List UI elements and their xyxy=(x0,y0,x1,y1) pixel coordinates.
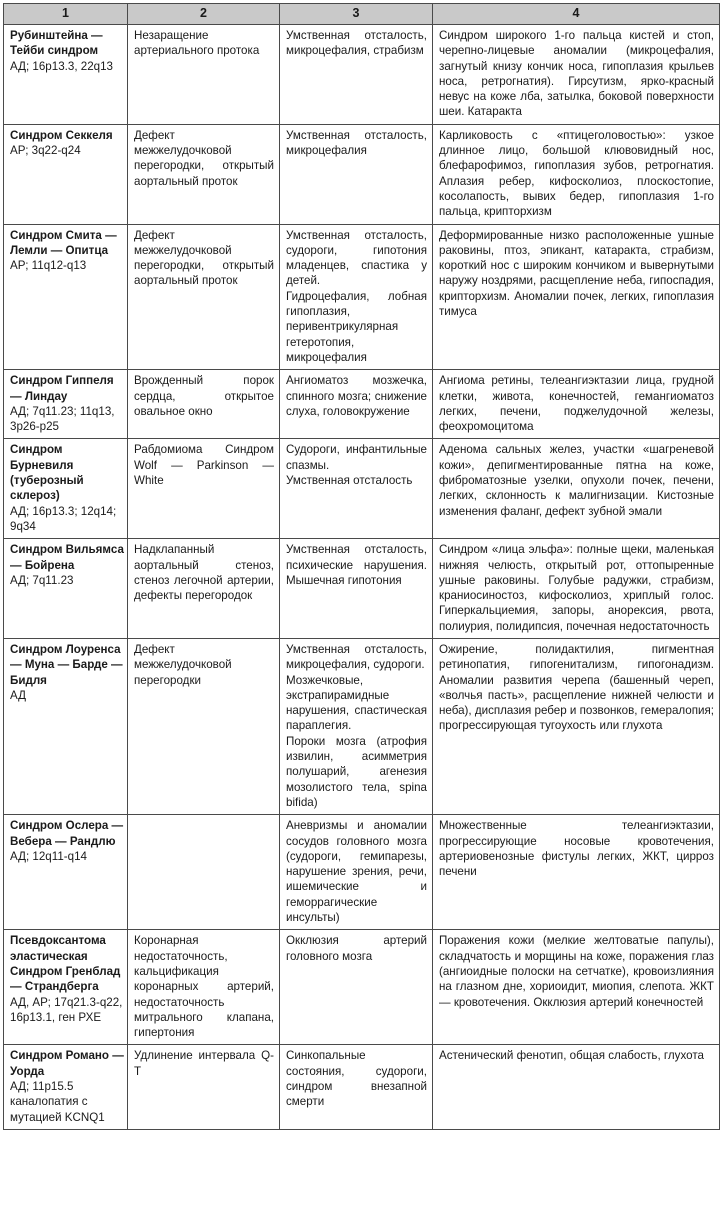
neuro-text: Умственная отсталость, микроцефалия xyxy=(286,128,427,158)
cardiac-text: Коронарная недостаточность, кальцификация коронарных артерий, недостаточность митрального клапана, гипертония xyxy=(134,934,274,1040)
inheritance-locus: АР; 11q12-q13 xyxy=(10,259,87,273)
features-cell: Синдром «лица эльфа»: полные щеки, маленькая нижняя челюсть, открытый рот, оттопыренные ушные раковины. Голубые радужки, страбизм, краниосиностоз, кифосколиоз, хриплый голос. Гиперкальциемия, запоры, анорексия, рвота, полиурия, полидипсия, почечная недостаточность xyxy=(433,539,720,639)
syndrome-name: Синдром Смита — Лемли — Опитца xyxy=(10,228,117,257)
features-cell: Аденома сальных желез, участки «шагреневой кожи», депигментированные пятна на коже, фиброматозные узелки, опухоли почек, печени, легких, склонность к малигнизации. Кистозные изменения фаланг, дефект зубной эмали xyxy=(433,439,720,539)
syndromes-table xyxy=(3,3,720,1130)
table-row xyxy=(4,25,720,125)
table-row xyxy=(4,1045,720,1129)
cardiac-cell xyxy=(128,224,280,370)
syndrome-cell xyxy=(4,930,128,1045)
cardiac-text: Удлинение интервала Q-T xyxy=(134,1049,274,1078)
inheritance-locus: АД, АР; 17q21.3-q22, 16р13.1, ген РХЕ xyxy=(10,995,123,1024)
inheritance-locus: АД xyxy=(10,688,26,702)
cardiac-text: Незаращение артериального протока xyxy=(134,29,260,58)
inheritance-locus: АД; 11р15.5 каналопатия с мутацией KCNQ1 xyxy=(10,1080,105,1124)
column-header-4: 4 xyxy=(433,4,720,25)
table-row xyxy=(4,638,720,814)
neuro-text: Умственная отсталость xyxy=(286,474,413,488)
features-cell: Синдром широкого 1-го пальца кистей и стоп, черепно-лицевые аномалии (микроцефалия, загнутый книзу кончик носа, гипоплазия крыльев носа, ретрогнатия). Гирсутизм, ярко-красный невус на коже лба, затылка, боковой поверхности шеи. Катаракта xyxy=(433,25,720,125)
features-cell: Ангиома ретины, телеангиэктазии лица, грудной клетки, живота, конечностей, гемангиоматоз легких, печени, поджелудочной железы, феохромоцитома xyxy=(433,370,720,439)
features-cell: Поражения кожи (мелкие желтоватые папулы), складчатость и морщины на коже, поражения глаз (ангиоидные полоски на сетчатке), кровоизлияния на глазном дне, хориоидит, миопия, слепота. ЖКТ — кровотечения. Окклюзия артерий конечностей xyxy=(433,930,720,1045)
syndrome-cell xyxy=(4,224,128,370)
syndrome-cell xyxy=(4,638,128,814)
cardiac-text: Дефект межжелудочковой перегородки, открытый аортальный проток xyxy=(134,228,274,288)
syndrome-name: Синдром Ослера — Вебера — Рандлю xyxy=(10,819,124,848)
cardiac-cell xyxy=(128,539,280,639)
inheritance-locus: АР; 3q22-q24 xyxy=(10,144,81,158)
cardiac-text: Врожденный порок сердца, открытое овальное окно xyxy=(134,374,274,418)
neuro-text: Мозжечковые, экстрапирамидные нарушения, спастическая параплегия. xyxy=(286,673,427,733)
inheritance-locus: АД; 16р13.3; 12q14; 9q34 xyxy=(10,504,117,533)
syndrome-name: Синдром Романо — Уорда xyxy=(10,1049,124,1078)
syndrome-cell xyxy=(4,124,128,224)
cardiac-text: Рабдомиома Синдром Wolf — Parkinson — White xyxy=(134,443,274,488)
inheritance-locus: АД; 7q11.23 xyxy=(10,573,74,587)
syndrome-cell xyxy=(4,815,128,930)
neuro-cell xyxy=(280,638,433,814)
syndrome-cell xyxy=(4,25,128,125)
neuro-cell xyxy=(280,439,433,539)
neuro-text: Окклюзия артерий головного мозга xyxy=(286,934,427,963)
column-header-2: 2 xyxy=(128,4,280,25)
neuro-cell xyxy=(280,815,433,930)
syndrome-cell xyxy=(4,439,128,539)
features-cell: Карликовость с «птицеголовостью»: узкое длинное лицо, большой клювовидный нос, блефарофимоз, гипоплазия зубов, ретрогнатия. Аплазия ребер, кифосколиоз, плоскостопие, косолапость, вывих бедер, гипоплазия 1-го пальца, крипторхизм xyxy=(433,124,720,224)
cardiac-text: Дефект межжелудочковой перегородки xyxy=(134,642,232,687)
cardiac-cell xyxy=(128,370,280,439)
cardiac-text: Надклапанный аортальный стеноз, стеноз легочной артерии, дефекты перегородок xyxy=(134,543,274,603)
neuro-text: Умственная отсталость, психические нарушения. Мышечная гипотония xyxy=(286,543,427,587)
neuro-cell xyxy=(280,25,433,125)
header-row xyxy=(4,4,720,25)
column-header-1: 1 xyxy=(4,4,128,25)
cardiac-cell xyxy=(128,815,280,930)
cardiac-cell xyxy=(128,25,280,125)
cardiac-text: Дефект межжелудочковой перегородки, открытый аортальный проток xyxy=(134,128,274,188)
syndrome-cell xyxy=(4,370,128,439)
neuro-text: Гидроцефалия, лобная гипоплазия, перивентрикулярная гетеротопия, микроцефалия xyxy=(286,289,427,364)
features-cell: Деформированные низко расположенные ушные раковины, птоз, эпикант, катаракта, страбизм, короткий нос с широким кончиком и вывернутыми наружу ноздрями, расщепление неба, гипоспадия, крипторхизм. Аномалии почек, легких, гипоплазия тимуса xyxy=(433,224,720,370)
syndrome-name: Синдром Лоуренса — Муна — Барде — Бидля xyxy=(10,642,123,687)
neuro-cell xyxy=(280,930,433,1045)
column-header-3: 3 xyxy=(280,4,433,25)
document-page xyxy=(3,3,719,1130)
syndrome-name: Синдром Бурневиля (туберозный склероз) xyxy=(10,443,84,503)
neuro-cell xyxy=(280,124,433,224)
syndrome-name: Синдром Гиппеля — Линдау xyxy=(10,374,114,403)
neuro-text: Судороги, инфантильные спазмы. xyxy=(286,443,427,472)
table-row xyxy=(4,930,720,1045)
table-row xyxy=(4,370,720,439)
table-row xyxy=(4,124,720,224)
cardiac-cell xyxy=(128,638,280,814)
cardiac-cell xyxy=(128,1045,280,1129)
neuro-text: Аневризмы и аномалии сосудов головного мозга (судороги, гемипарезы, нарушение зрения, речи, ишемические и геморрагические инсульты) xyxy=(286,819,427,925)
table-row xyxy=(4,439,720,539)
syndrome-cell xyxy=(4,1045,128,1129)
syndrome-cell xyxy=(4,539,128,639)
syndrome-name: Рубинштейна — Тейби синдром xyxy=(10,29,103,58)
features-cell: Астенический фенотип, общая слабость, глухота xyxy=(433,1045,720,1129)
cardiac-cell xyxy=(128,439,280,539)
neuro-text: Ангиоматоз мозжечка, спинного мозга; снижение слуха, головокружение xyxy=(286,374,427,418)
syndrome-name: Псевдоксантома эластическая Синдром Гренблад — Страндберга xyxy=(10,934,121,994)
neuro-text: Синкопальные состояния, судороги, синдром внезапной смерти xyxy=(286,1049,427,1109)
neuro-text: Пороки мозга (атрофия извилин, асимметрия полушарий, агенезия мозолистого тела, spina bifida) xyxy=(286,734,427,809)
features-cell: Ожирение, полидактилия, пигментная ретинопатия, гипогенитализм, гипогонадизм. Аномалии развития черепа (башенный череп, «волчья пасть», расщепление нижней челюсти и неба), дисплазия ребер и позвонков, гемералопия; прогрессирующая тугоухость или глухота xyxy=(433,638,720,814)
neuro-cell xyxy=(280,370,433,439)
syndrome-name: Синдром Вильямса — Бойрена xyxy=(10,543,124,572)
inheritance-locus: АД; 16р13.3, 22q13 xyxy=(10,59,114,73)
table-row xyxy=(4,539,720,639)
neuro-text: Умственная отсталость, микроцефалия, страбизм xyxy=(286,29,427,58)
cardiac-cell xyxy=(128,124,280,224)
neuro-text: Умственная отсталость, судороги, гипотония младенцев, спастика у детей. xyxy=(286,228,427,288)
neuro-cell xyxy=(280,224,433,370)
neuro-cell xyxy=(280,539,433,639)
neuro-text: Умственная отсталость, микроцефалия, судороги. xyxy=(286,642,427,672)
table-row xyxy=(4,815,720,930)
features-cell: Множественные телеангиэктазии, прогрессирующие носовые кровотечения, артериовенозные фистулы легких, ЖКТ, цирроз печени xyxy=(433,815,720,930)
inheritance-locus: АД; 7q11.23; 11q13, 3р26-р25 xyxy=(10,404,115,434)
syndrome-name: Синдром Секкеля xyxy=(10,128,113,142)
neuro-cell xyxy=(280,1045,433,1129)
table-row xyxy=(4,224,720,370)
inheritance-locus: АД; 12q11-q14 xyxy=(10,849,87,863)
cardiac-cell xyxy=(128,930,280,1045)
